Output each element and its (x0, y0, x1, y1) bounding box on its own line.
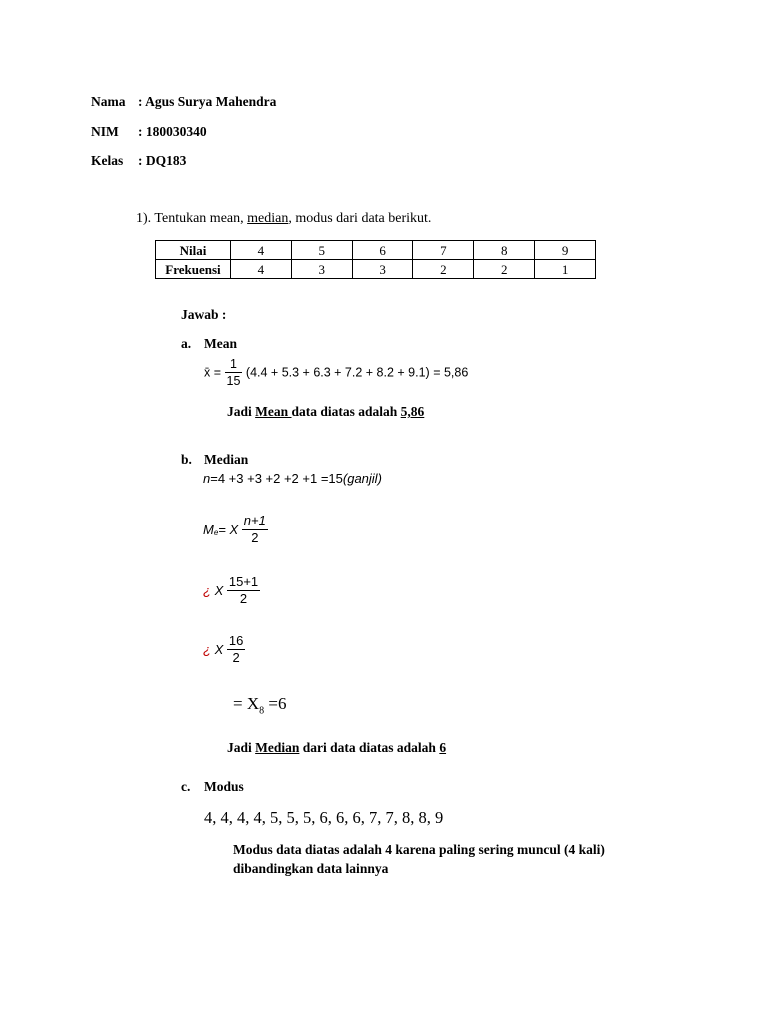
median-heading (181, 452, 248, 468)
table-cell: 6 (352, 241, 413, 260)
mean-fraction (225, 356, 243, 389)
frequency-table (155, 240, 596, 279)
row-label-frekuensi: Frekuensi (156, 260, 231, 279)
median-symbol-2: ¿ (203, 642, 211, 657)
median-n-label: n (203, 471, 211, 486)
table-cell: 9 (535, 241, 596, 260)
question-prefix: 1). Tentukan mean, (136, 211, 248, 226)
median-me-sub: e (213, 527, 219, 537)
table-row-values (156, 241, 596, 260)
mean-conclusion-pre: Jadi (227, 404, 256, 419)
mean-heading-letter: a. (181, 336, 192, 351)
table-cell: 2 (413, 260, 474, 279)
table-cell: 3 (352, 260, 413, 279)
table-cell: 5 (291, 241, 352, 260)
class-row (91, 153, 186, 169)
median-conclusion-word: Median (255, 740, 300, 755)
median-result-post: =6 (264, 694, 287, 713)
mean-frac-num: 1 (225, 356, 243, 373)
mean-conclusion (227, 404, 424, 420)
table-row-frequencies (156, 260, 596, 279)
mean-conclusion-mid: data diatas adalah (291, 404, 401, 419)
answer-title: Jawab : (181, 307, 227, 322)
class-value: : DQ183 (138, 153, 187, 168)
median-frac2-num: 15+1 (228, 574, 259, 589)
median-heading-text: Median (204, 452, 249, 467)
median-heading-letter: b. (181, 452, 192, 467)
modus-sequence: 4, 4, 4, 4, 5, 5, 5, 6, 6, 6, 7, 7, 8, 8, 9 (204, 808, 444, 827)
table-cell: 7 (413, 241, 474, 260)
median-result-sub: 8 (259, 705, 265, 717)
modus-conclusion-line-2: dibandingkan data lainnya (233, 861, 389, 876)
mean-frac-den: 15 (226, 374, 241, 388)
median-frac1-num: n+1 (243, 513, 266, 528)
table-cell: 2 (474, 260, 535, 279)
median-x-label-1: X (214, 583, 224, 598)
modus-heading-letter: c. (181, 779, 191, 794)
mean-formula (204, 356, 468, 389)
median-conclusion-mid: dari data diatas adalah (299, 740, 440, 755)
median-frac-1 (242, 513, 268, 546)
median-step-3 (203, 633, 245, 666)
median-me-formula (203, 513, 268, 546)
median-frac-2 (227, 574, 260, 607)
median-symbol-1: ¿ (203, 583, 211, 598)
modus-heading (181, 779, 244, 795)
table-cell: 4 (231, 260, 292, 279)
median-conclusion-pre: Jadi (227, 740, 256, 755)
question-median-word: median (247, 211, 289, 226)
mean-xbar: x̄ = (204, 365, 222, 380)
mean-expression: (4.4 + 5.3 + 6.3 + 7.2 + 8.2 + 9.1) = 5,86 (245, 365, 469, 380)
median-n-expr: =4 +3 +3 +2 +2 +1 =15 (210, 471, 343, 486)
median-result (233, 694, 286, 716)
question-suffix: , modus dari data berikut. (288, 211, 432, 226)
nim-row (91, 124, 207, 140)
median-n-note: (ganjil) (342, 471, 382, 486)
row-label-nilai: Nilai (156, 241, 231, 260)
median-x-label-2: X (214, 642, 224, 657)
modus-conclusion-line-1: Modus data diatas adalah 4 karena paling sering muncul (4 kali) (233, 842, 605, 857)
name-value: : Agus Surya Mahendra (138, 94, 277, 109)
table-cell: 1 (535, 260, 596, 279)
median-me-label: M (203, 522, 214, 537)
table-cell: 3 (291, 260, 352, 279)
name-label: Nama (91, 94, 126, 109)
median-frac3-den: 2 (232, 650, 240, 665)
mean-heading-text: Mean (204, 336, 237, 351)
question-text (136, 211, 431, 227)
class-label: Kelas (91, 153, 124, 168)
modus-heading-text: Modus (204, 779, 244, 794)
median-conclusion-value: 6 (439, 740, 447, 755)
median-frac-3 (227, 633, 245, 666)
nim-value: : 180030340 (138, 124, 207, 139)
median-conclusion (227, 740, 446, 756)
name-row (91, 94, 276, 110)
median-step-2 (203, 574, 260, 607)
median-n-line (203, 471, 382, 486)
mean-conclusion-value: 5,86 (400, 404, 425, 419)
median-frac1-den: 2 (251, 530, 259, 545)
median-frac3-num: 16 (228, 633, 244, 648)
median-frac2-den: 2 (239, 591, 248, 606)
mean-conclusion-word: Mean (255, 404, 292, 419)
table-cell: 4 (231, 241, 292, 260)
median-result-pre: = X (233, 694, 260, 713)
table-cell: 8 (474, 241, 535, 260)
median-me-eq: = X (218, 522, 239, 537)
mean-heading (181, 336, 237, 352)
nim-label: NIM (91, 124, 119, 139)
